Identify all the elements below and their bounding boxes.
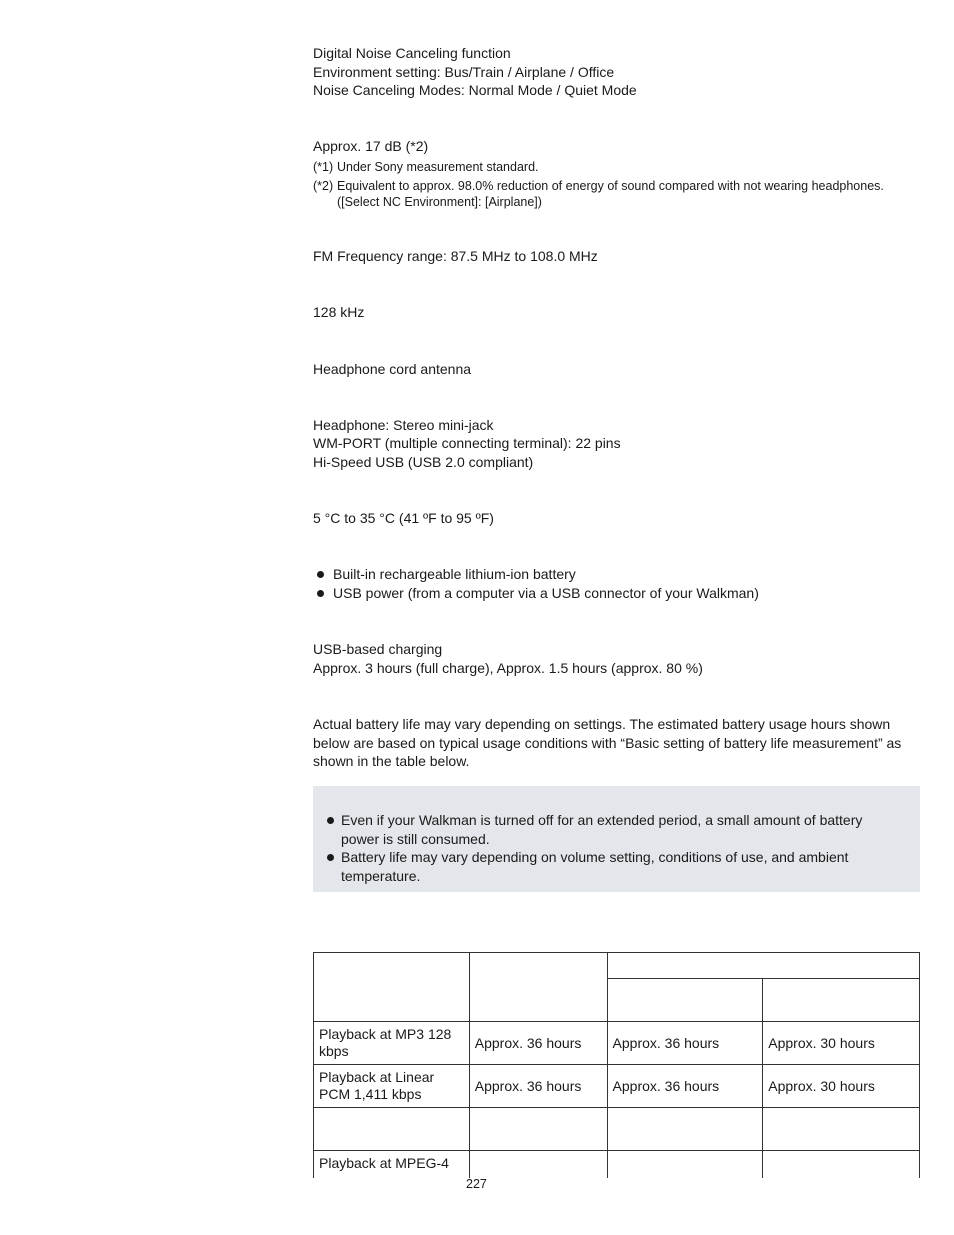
header-cell [607,979,763,1022]
interface-line-2: WM-PORT (multiple connecting terminal): 22 pins [313,435,621,451]
table-cell [763,1108,920,1151]
table-row [314,1022,920,1065]
table-row [314,1065,920,1108]
if-value: 128 kHz [313,304,365,320]
bullet-icon [327,817,334,824]
table-row [314,1108,920,1151]
page-number: 227 [466,1177,487,1191]
table-cell: Approx. 36 hours [607,1065,763,1108]
reduction-value: Approx. 17 dB (*2) [313,138,429,154]
battery-paragraph: Actual battery life may vary depending on settings. The estimated battery usage hours shown below are based on typical usage conditions with “Basic setting of battery life measurement” as shown in the table below. [313,716,902,770]
charging-line-1: USB-based charging [313,641,443,657]
charging-line-2: Approx. 3 hours (full charge), Approx. 1.5 hours (approx. 80 %) [313,660,703,676]
table-cell: Approx. 30 hours [763,1065,920,1108]
list-item: Even if your Walkman is turned off for an extended period, a small amount of battery power is still consumed. [323,811,903,848]
page-bottom-margin [300,1178,940,1235]
table-cell [469,1108,607,1151]
interface-line-3: Hi-Speed USB (USB 2.0 compliant) [313,454,534,470]
header-cell [469,953,607,1022]
list-item: Built-in rechargeable lithium-ion battery [313,565,576,584]
footnote-2-text: Equivalent to approx. 98.0% reduction of energy of sound compared with not wearing headphones. [337,179,884,193]
header-cell [607,953,919,979]
antenna-value: Headphone cord antenna [313,361,472,377]
row-label: Playback at Linear PCM 1,411 kbps [314,1065,470,1108]
row-label [314,1108,470,1151]
table-cell: Approx. 36 hours [469,1022,607,1065]
nc-line-1: Digital Noise Canceling function [313,45,511,61]
table-cell: Approx. 30 hours [763,1022,920,1065]
footnote-1-mark: (*1) [313,160,334,174]
table-cell: Approx. 36 hours [607,1022,763,1065]
table-header-row [314,953,920,979]
header-cell [314,953,470,1022]
nc-line-2: Environment setting: Bus/Train / Airplane / Office [313,64,615,80]
list-item: USB power (from a computer via a USB connector of your Walkman) [313,584,759,603]
bullet-icon [317,590,324,597]
footnote-2-cont: ([Select NC Environment]: [Airplane]) [337,195,542,209]
footnote-2 [313,178,884,210]
battery-life-table [313,952,920,1194]
row-label: Playback at MPEG-4 [314,1151,470,1194]
table-cell [607,1108,763,1151]
list-item: Battery life may vary depending on volume setting, conditions of use, and ambient temperature. [323,848,903,885]
bullet-icon [327,854,334,861]
temperature-value: 5 °C to 35 °C (41 ºF to 95 ºF) [313,510,494,526]
fm-range: FM Frequency range: 87.5 MHz to 108.0 MHz [313,248,598,264]
table-cell: Approx. 36 hours [469,1065,607,1108]
row-label: Playback at MP3 128 kbps [314,1022,470,1065]
footnote-2-mark: (*2) [313,179,334,193]
footnote-1 [313,159,539,175]
nc-line-3: Noise Canceling Modes: Normal Mode / Quiet Mode [313,82,637,98]
bullet-icon [317,571,324,578]
note-box [313,786,920,892]
interface-line-1: Headphone: Stereo mini-jack [313,417,494,433]
footnote-1-text: Under Sony measurement standard. [337,160,539,174]
header-cell [763,979,920,1022]
